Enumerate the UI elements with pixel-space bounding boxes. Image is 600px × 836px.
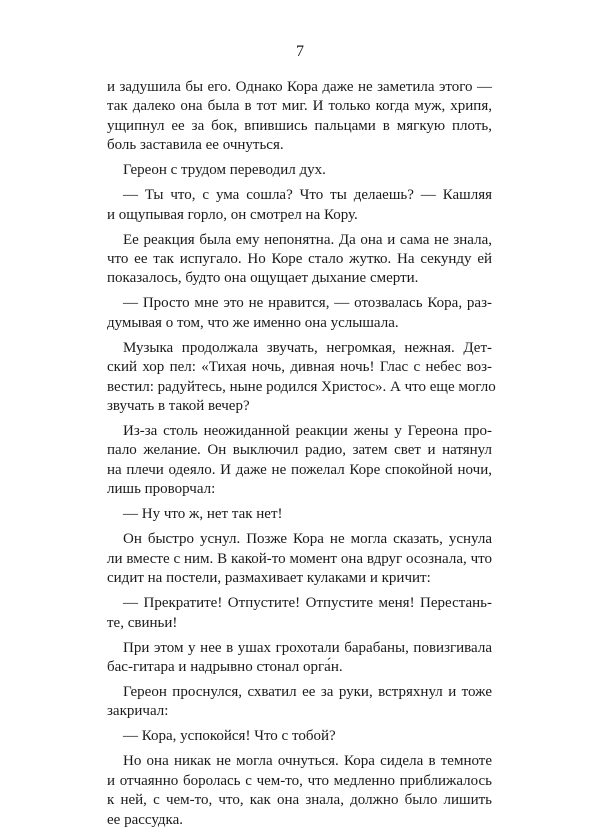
body-text — [107, 78, 496, 836]
text-line: Гереон проснулся, схватил ее за руки, встряхнул и тоже — [123, 683, 492, 700]
text-line: ский хор пел: «Тихая ночь, дивная ночь! Глас с небес воз- — [107, 359, 492, 376]
text-line: При этом у нее в ушах грохотали барабаны, повизгивала — [123, 639, 492, 656]
text-line: показалось, будто она ощущает дыхание смерти. — [107, 270, 419, 287]
text-line: те, свиньи! — [107, 614, 178, 631]
text-line: — Ну что ж, нет так нет! — [123, 506, 283, 523]
paragraph — [107, 727, 492, 746]
paragraph — [107, 752, 492, 830]
text-line: Он быстро уснул. Позже Кора не могла сказать, уснула — [123, 531, 492, 548]
text-line: боль заставила ее очнуться. — [107, 137, 284, 154]
text-line: — Просто мне это не нравится, — отозвалась Кора, раз- — [123, 295, 492, 312]
paragraph — [107, 530, 492, 588]
text-line: закричал: — [107, 703, 169, 720]
paragraph — [107, 161, 492, 180]
text-line: Но она никак не могла очнуться. Кора сидела в темноте — [123, 753, 492, 770]
text-line: ущипнул ее за бок, впившись пальцами в мягкую плоть, — [107, 117, 492, 134]
text-line: вестил: радуйтесь, ныне родился Христос». А что еще могло — [107, 378, 496, 395]
paragraph — [107, 78, 492, 156]
text-line: и отчаянно боролась с чем-то, что медленно приближалось — [107, 772, 492, 789]
text-line: пало желание. Он выключил радио, затем свет и натянул — [107, 442, 492, 459]
paragraph — [107, 231, 492, 289]
text-line: на плечи одеяло. И даже не пожелал Коре спокойной ночи, — [107, 461, 492, 478]
paragraph — [107, 422, 492, 500]
text-line: сидит на постели, размахивает кулаками и кричит: — [107, 570, 431, 587]
text-line: — Ты что, с ума сошла? Что ты делаешь? — Кашляя — [123, 187, 492, 204]
text-line: и ощупывая горло, он смотрел на Кору. — [107, 206, 358, 223]
text-line: Из-за столь неожиданной реакции жены у Гереона про- — [123, 423, 492, 440]
text-line: ее рассудка. — [107, 811, 183, 828]
text-line: Гереон с трудом переводил дух. — [123, 162, 326, 179]
text-line: Ее реакция была ему непонятна. Да она и сама не знала, — [123, 231, 492, 248]
text-line: и задушила бы его. Однако Кора даже не заметила этого — — [107, 79, 492, 95]
text-line: думывая о том, что же именно она услышала. — [107, 314, 399, 331]
page-number: 7 — [296, 43, 304, 60]
text-line: что ее так испугало. Но Коре стало жутко. На секунду ей — [107, 251, 492, 268]
paragraph — [107, 505, 492, 524]
text-line: звучать в такой вечер? — [107, 398, 250, 415]
text-line: Музыка продолжала звучать, негромкая, нежная. Дет- — [123, 339, 492, 356]
paragraph — [107, 639, 492, 678]
paragraph — [107, 594, 492, 633]
text-line: — Прекратите! Отпустите! Отпустите меня! Перестань- — [123, 595, 492, 612]
paragraph — [107, 294, 492, 333]
paragraph — [107, 683, 492, 722]
paragraph — [107, 339, 496, 417]
text-line: лишь проворчал: — [107, 481, 216, 498]
text-line: так далеко она была в тот миг. И только когда муж, хрипя, — [107, 98, 492, 115]
text-line: — Кора, успокойся! Что с тобой? — [123, 728, 336, 745]
text-line: к ней, с чем-то, что, как она знала, должно было лишить — [107, 792, 492, 809]
paragraph — [107, 186, 492, 225]
text-line: ли вместе с ним. В какой-то момент она вдруг осознала, что — [107, 550, 492, 567]
text-line: бас-гитара и надрывно стонал орга́н. — [107, 658, 343, 675]
